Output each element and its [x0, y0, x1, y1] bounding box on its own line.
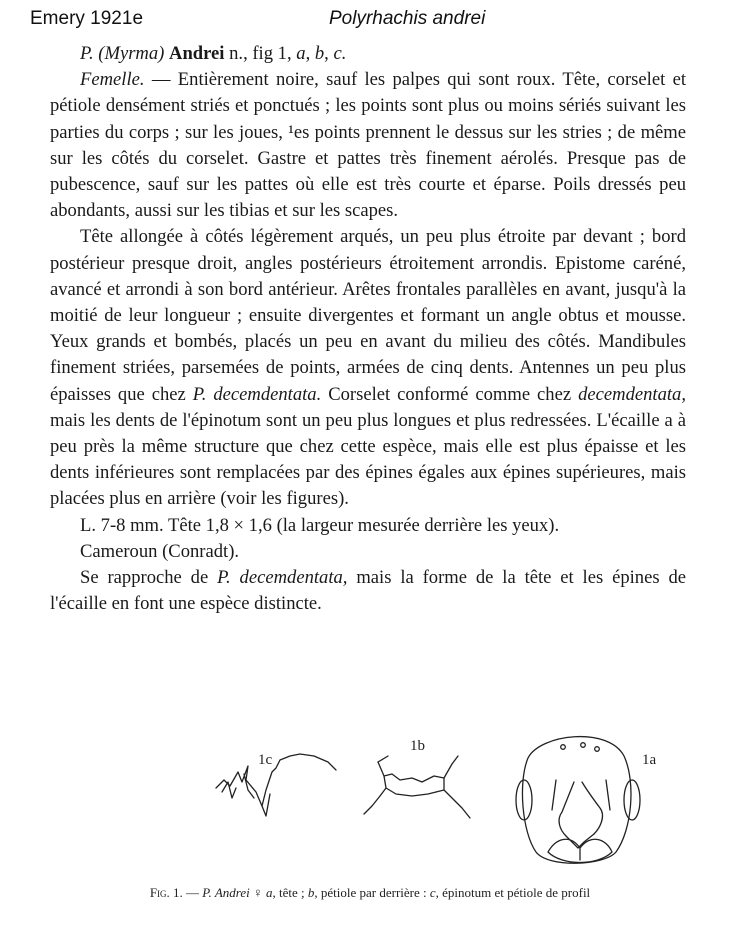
caption-dash: — [182, 885, 203, 900]
paragraph-comparison [50, 565, 686, 617]
paragraph-5-part-a: Se rapproche de [80, 567, 218, 589]
figure-1b-label: 1b [410, 738, 425, 754]
figure-1c-profile [216, 754, 336, 816]
title-sep-2: , [324, 43, 334, 64]
paragraph-female [50, 67, 686, 224]
paragraph-morphology [50, 224, 686, 512]
caption-b: b [307, 885, 315, 900]
paragraph-5-part-b: mais la forme de la tête et les épines de l'écaille en font une espèce distincte. [50, 567, 686, 615]
caption-text-3: , épinotum et pétiole de profil [435, 885, 591, 900]
caption-a: a [265, 885, 273, 900]
paragraph-locality: Cameroun (Conradt). [80, 540, 240, 562]
figure-1a-head [516, 737, 640, 864]
paragraph-5-italic: P. decemdentata, [217, 567, 348, 589]
species-description [50, 41, 686, 617]
figure-drawings [0, 720, 745, 885]
paragraph-2-italic-2: decemdentata, [578, 383, 686, 405]
title-fig-b: b [314, 43, 325, 64]
female-label: Femelle. [80, 69, 145, 91]
citation-header: Emery 1921e [30, 8, 144, 29]
title-line [50, 41, 686, 67]
title-fig-a: a [296, 43, 306, 64]
species-header: Polyrhachis andrei [329, 8, 486, 29]
title-fig-c: c. [333, 43, 347, 64]
figure-1a-label: 1a [642, 752, 657, 768]
paragraph-2-part-c: mais les dents de l'épinotum sont un peu plus longues et plus redressées. L'écaille a à peu près la même structure que chez cette espèce, mais elle est plus épaisse et les dents inférieures sont remplacées par des épines égales aux épines supérieures, mais placées plus en arrière (voir les figures). [50, 409, 686, 510]
figure-1b-petiole [364, 756, 470, 818]
paragraph-measurements: L. 7-8 mm. Tête 1,8 × 1,6 (la largeur mesurée derrière les yeux). [80, 514, 560, 536]
paragraph-2-part-a: Tête allongée à côtés légèrement arqués, un peu plus étroite par devant ; bord postérieur presque droit, angles postérieurs étroitement arrondis. Epistome caréné, avancé et arrondi à son bord antérieur. Arêtes frontales parallèles en avant, jusqu'à la moitié de leur longueur ; ensuite divergentes et formant un angle obtus et mousse. Yeux grands et bombés, placés un peu en avant du milieu des côtés. Mandibules finement striées, parsemées de points, armées de cinq dents. Antennes un peu plus épaisses que chez [50, 226, 686, 405]
paragraph-2-italic-1: P. decemdentata. [192, 383, 322, 405]
title-sep-1: , [305, 43, 315, 64]
title-subgenus: (Myrma) [98, 43, 165, 64]
caption-text-1: , tête ; [272, 885, 308, 900]
caption-c: c [429, 885, 436, 900]
caption-text-2: , pétiole par derrière : [314, 885, 430, 900]
caption-fig-number: Fig. 1. [149, 885, 183, 900]
title-genus: P. [80, 43, 94, 64]
paragraph-1-text: — Entièrement noire, sauf les palpes qui sont roux. Tête, corselet et pétiole densément striés et ponctués ; les points sont plus ou moins sériés suivant les parties du corps ; sur les joues, ¹es points prennent le dessus sur les stries ; de même sur les côtés du corselet. Gastre et pattes très finement aérolés. Presque pas de pubescence, sauf sur les pattes où elle est très courte et éparse. Poils dressés peu abondants, aussi sur les tibias et sur les scapes. [50, 69, 686, 222]
caption-sex-symbol: ♀ [249, 885, 266, 900]
caption-species: P. Andrei [202, 885, 250, 900]
paragraph-2-part-b: Corselet conformé comme chez [321, 383, 579, 405]
figure-1c-label: 1c [258, 752, 273, 768]
title-rest: n., fig 1, [224, 43, 297, 64]
title-name: Andrei [169, 43, 225, 64]
figure-caption [40, 884, 700, 902]
